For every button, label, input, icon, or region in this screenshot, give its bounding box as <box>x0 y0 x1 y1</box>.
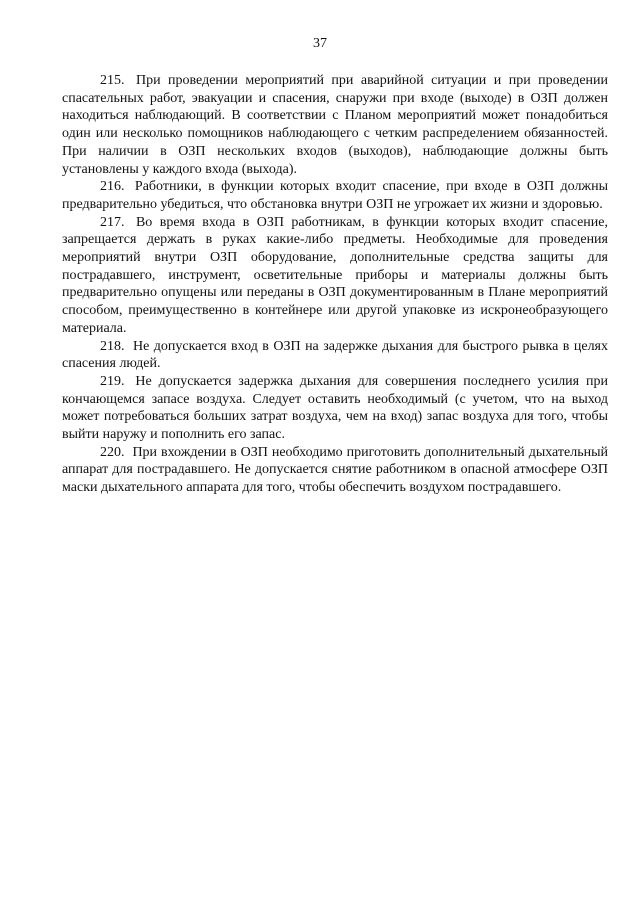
paragraph-text: Не допускается вход в ОЗП на задержке дыхания для быстрого рывка в целях спасения людей. <box>62 338 608 372</box>
paragraph-number: 219. <box>100 373 125 389</box>
paragraph-217 <box>62 214 608 338</box>
paragraph-number: 217. <box>100 214 125 230</box>
paragraph-text: При проведении мероприятий при аварийной ситуации и при проведении спасательных работ, эвакуации и спасения, снаружи при входе (выходе) в ОЗП должен находиться наблюдающий. В соответствии с Планом мероприятий может понадобиться один или несколько помощников наблюдающего с четким распределением обязанностей. При наличии в ОЗП нескольких входов (выходов), наблюдающие должны быть установлены у каждого входа (выхода). <box>62 73 609 177</box>
paragraph-216 <box>62 178 608 213</box>
paragraph-text: При вхождении в ОЗП необходимо приготовить дополнительный дыхательный аппарат для пострадавшего. Не допускается снятие работником в опасной атмосфере ОЗП маски дыхательного аппарата для того, чтобы обеспечить воздухом пострадавшего. <box>62 444 608 496</box>
paragraph-number: 218. <box>100 338 125 354</box>
paragraph-219 <box>62 373 608 444</box>
paragraph-number: 220. <box>100 444 125 460</box>
paragraph-215 <box>62 72 608 178</box>
paragraph-number: 215. <box>100 73 125 88</box>
paragraph-218 <box>62 338 608 373</box>
paragraph-text: Не допускается задержка дыхания для совершения последнего усилия при кончающемся запасе воздуха. Следует оставить необходимый (с учетом, что на выход может потребоваться больших затрат воздуха, чем на вход) запас воздуха для того, чтобы выйти наружу и пополнить его запас. <box>62 373 608 443</box>
paragraph-number: 216. <box>100 179 125 195</box>
paragraph-text: Во время входа в ОЗП работникам, в функции которых входит спасение, запрещается держать в руках какие-либо предметы. Необходимые для проведения мероприятий внутри ОЗП оборудование, дополнительные средства защиты для пострадавшего, инструмент, осветительные приборы и материалы должны быть предварительно опущены или переданы в ОЗП документированным в Плане мероприятий способом, преимущественно в контейнере или другой упаковке из искронеобразующего материала. <box>62 214 608 336</box>
document-body <box>62 72 608 497</box>
paragraph-text: Работники, в функции которых входит спасение, при входе в ОЗП должны предварительно убедиться, что обстановка внутри ОЗП не угрожает их жизни и здоровью. <box>62 179 608 212</box>
paragraph-220 <box>62 444 608 497</box>
page-number: 37 <box>313 36 327 51</box>
